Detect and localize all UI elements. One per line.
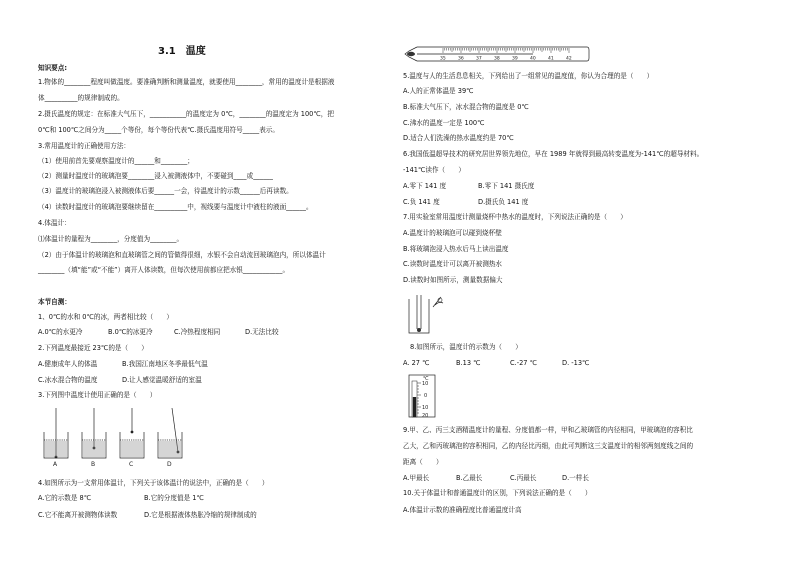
option: B.零下 141 摄氏度 xyxy=(478,182,535,190)
option: A.甲最长 xyxy=(403,474,430,482)
unit-label: ℃ xyxy=(423,376,429,382)
eye-reading-figure xyxy=(407,293,447,335)
thermometer-tick-label: 37 xyxy=(476,56,482,62)
option: C.负 141 度 xyxy=(403,198,440,206)
section-heading-self-test: 本节自测： xyxy=(38,298,71,306)
question-3: 3.下列图中温度计使用正确的是（ ） xyxy=(38,391,157,399)
tick-label: 0 xyxy=(424,393,428,399)
page-title: 3.1 温度 xyxy=(158,46,206,57)
text-line: ⑴体温计的量程为________，分度值为________。 xyxy=(38,235,184,243)
option: C.冰水混合物的温度 xyxy=(38,376,98,384)
thermometer-tick-label: 38 xyxy=(494,56,500,62)
option: A.零下 141 度 xyxy=(403,182,447,190)
label-b: B xyxy=(91,461,96,468)
option: A.体温计示数的准确程度比普通温度计高 xyxy=(403,506,522,514)
thermometer-tick-label: 41 xyxy=(548,56,554,62)
option: D.无法比较 xyxy=(245,328,279,336)
option: D.一样长 xyxy=(562,474,589,482)
option: A.0℃的水更冷 xyxy=(38,328,83,336)
option: D.适合人们洗澡的热水温度约是 70℃ xyxy=(403,134,514,142)
text-line: （4）读数时温度计的玻璃泡要继续留在__________中，视线要与温度计中液柱的液面______。 xyxy=(38,203,313,211)
question-9: 9.甲、乙、丙三支酒精温度计的量程、分度值都一样，甲和乙玻璃管的内径相同，甲玻璃泡的容积比 xyxy=(403,426,693,434)
section-heading-key-points: 知识要点: xyxy=(38,64,68,72)
thermometer-tick-label: 42 xyxy=(566,56,572,62)
text-line: （2）由于体温计的玻璃泡和直玻璃管之间的管做得很细，水银不会自动流回玻璃泡内，所以体温计 xyxy=(38,251,326,259)
option: A.健康成年人的体温 xyxy=(38,360,98,368)
question-7: 7.用实验室常用温度计测量烧杯中热水的温度时，下列说法正确的是（ ） xyxy=(403,213,627,221)
option: C.-27 ℃ xyxy=(510,359,537,367)
text-line: 4.体温计： xyxy=(38,219,71,227)
option: B.0℃的冰更冷 xyxy=(108,328,153,336)
text-line: 体__________的规律制成的。 xyxy=(38,94,124,102)
vertical-thermometer-figure xyxy=(408,373,438,419)
option: D.它是根据液体热胀冷缩的规律制成的 xyxy=(144,511,257,519)
option: C.读数时温度计可以离开被测热水 xyxy=(403,260,503,268)
clinical-thermometer-figure xyxy=(403,42,589,68)
option: C.冷热程度相同 xyxy=(174,328,221,336)
option: B.13 ℃ xyxy=(456,359,481,367)
option: B.乙最长 xyxy=(456,474,483,482)
option: A. 27 ℃ xyxy=(403,359,430,367)
label-a: A xyxy=(53,461,58,468)
text-line: 3.常用温度计的正确使用方法： xyxy=(38,142,131,150)
question-9-cont: 乙大，乙和丙玻璃泡的容积相同，乙的内径比丙细，由此可判断这三支温度计的相邻两刻度线之间的 xyxy=(403,442,694,450)
text-line: 0℃和 100℃之间分为_____个等份，每个等份代表℃.摄氏温度用符号_____表示。 xyxy=(38,126,279,134)
option: D.读数时如图所示，测量数据偏大 xyxy=(403,276,503,284)
text-line: （3）温度计的玻璃泡浸入被测液体后要______一会，待温度计的示数______后再读数。 xyxy=(38,187,293,195)
option: B.它的分度值是 1℃ xyxy=(144,494,204,502)
beaker-thermometer-figure xyxy=(42,404,192,468)
question-6: 6.我国低温超导技术的研究居世界领先地位，早在 1989 年就得到最高转变温度为-141℃的超导材料。 xyxy=(403,150,704,158)
question-6-cont: -141℃读作（ ） xyxy=(403,166,465,174)
option: B.标准大气压下，冰水混合物的温度是 0℃ xyxy=(403,103,529,111)
text-line: （1）使用前首先要观察温度计的______和________； xyxy=(38,157,194,165)
option: A.温度计的玻璃泡可以碰到烧杯壁 xyxy=(403,229,502,237)
option: D.摄氏负 141 度 xyxy=(478,198,529,206)
option: C.沸水的温度一定是 100℃ xyxy=(403,119,485,127)
question-5: 5.温度与人的生活息息相关，下列给出了一组常见的温度值，你认为合理的是（ ） xyxy=(403,72,654,80)
question-8: 8.如图所示，温度计的示数为（ ） xyxy=(410,343,522,351)
option: A.人的正常体温是 39℃ xyxy=(403,87,474,95)
question-1: 1、0℃的水和 0℃的冰，两者相比较（ ） xyxy=(38,313,173,321)
text-line: （2）测量时温度计的玻璃泡要________浸入被测液体中，不要碰到____或______ xyxy=(38,172,273,180)
option: B.我国江南地区冬季最低气温 xyxy=(122,360,208,368)
option: A.它的示数是 8℃ xyxy=(38,494,92,502)
thermometer-tick-label: 39 xyxy=(512,56,518,62)
thermometer-tick-label: 36 xyxy=(458,56,464,62)
tick-label: 20 xyxy=(422,413,429,419)
label-d: D xyxy=(167,461,172,468)
question-10: 10.关于体温计和普通温度计的区别，下列说法正确的是（ ） xyxy=(403,489,592,497)
question-4: 4.如图所示为一支常用体温计，下列关于该体温计的说法中，正确的是（ ） xyxy=(38,479,269,487)
label-c: C xyxy=(129,461,134,468)
question-2: 2.下列温度最接近 23℃的是（ ） xyxy=(38,344,148,352)
thermometer-tick-label: 35 xyxy=(440,56,446,62)
tick-label: 10 xyxy=(422,405,429,411)
text-line: ________（填“能”或“不能”）离开人体读数，但每次使用前都应把水银____________。 xyxy=(38,266,290,274)
tick-label: 10 xyxy=(422,381,429,387)
text-line: 2.摄氏温度的规定：在标准大气压下，___________的温度定为 0℃，________的温度定为 100℃，把 xyxy=(38,110,334,118)
question-9-cont: 距离（ ） xyxy=(403,458,443,466)
option: D. -13℃ xyxy=(562,359,590,367)
option: B.将玻璃泡浸入热水后马上读出温度 xyxy=(403,245,509,253)
text-line: 1.物体的________程度叫做温度。要准确判断和测量温度，就要使用________，常用的温度计是根据液 xyxy=(38,78,335,86)
thermometer-tick-label: 40 xyxy=(530,56,536,62)
option: C.它不能离开被测物体读数 xyxy=(38,511,118,519)
option: D.让人感觉温暖舒适的室温 xyxy=(122,376,202,384)
option: C.丙最长 xyxy=(510,474,537,482)
